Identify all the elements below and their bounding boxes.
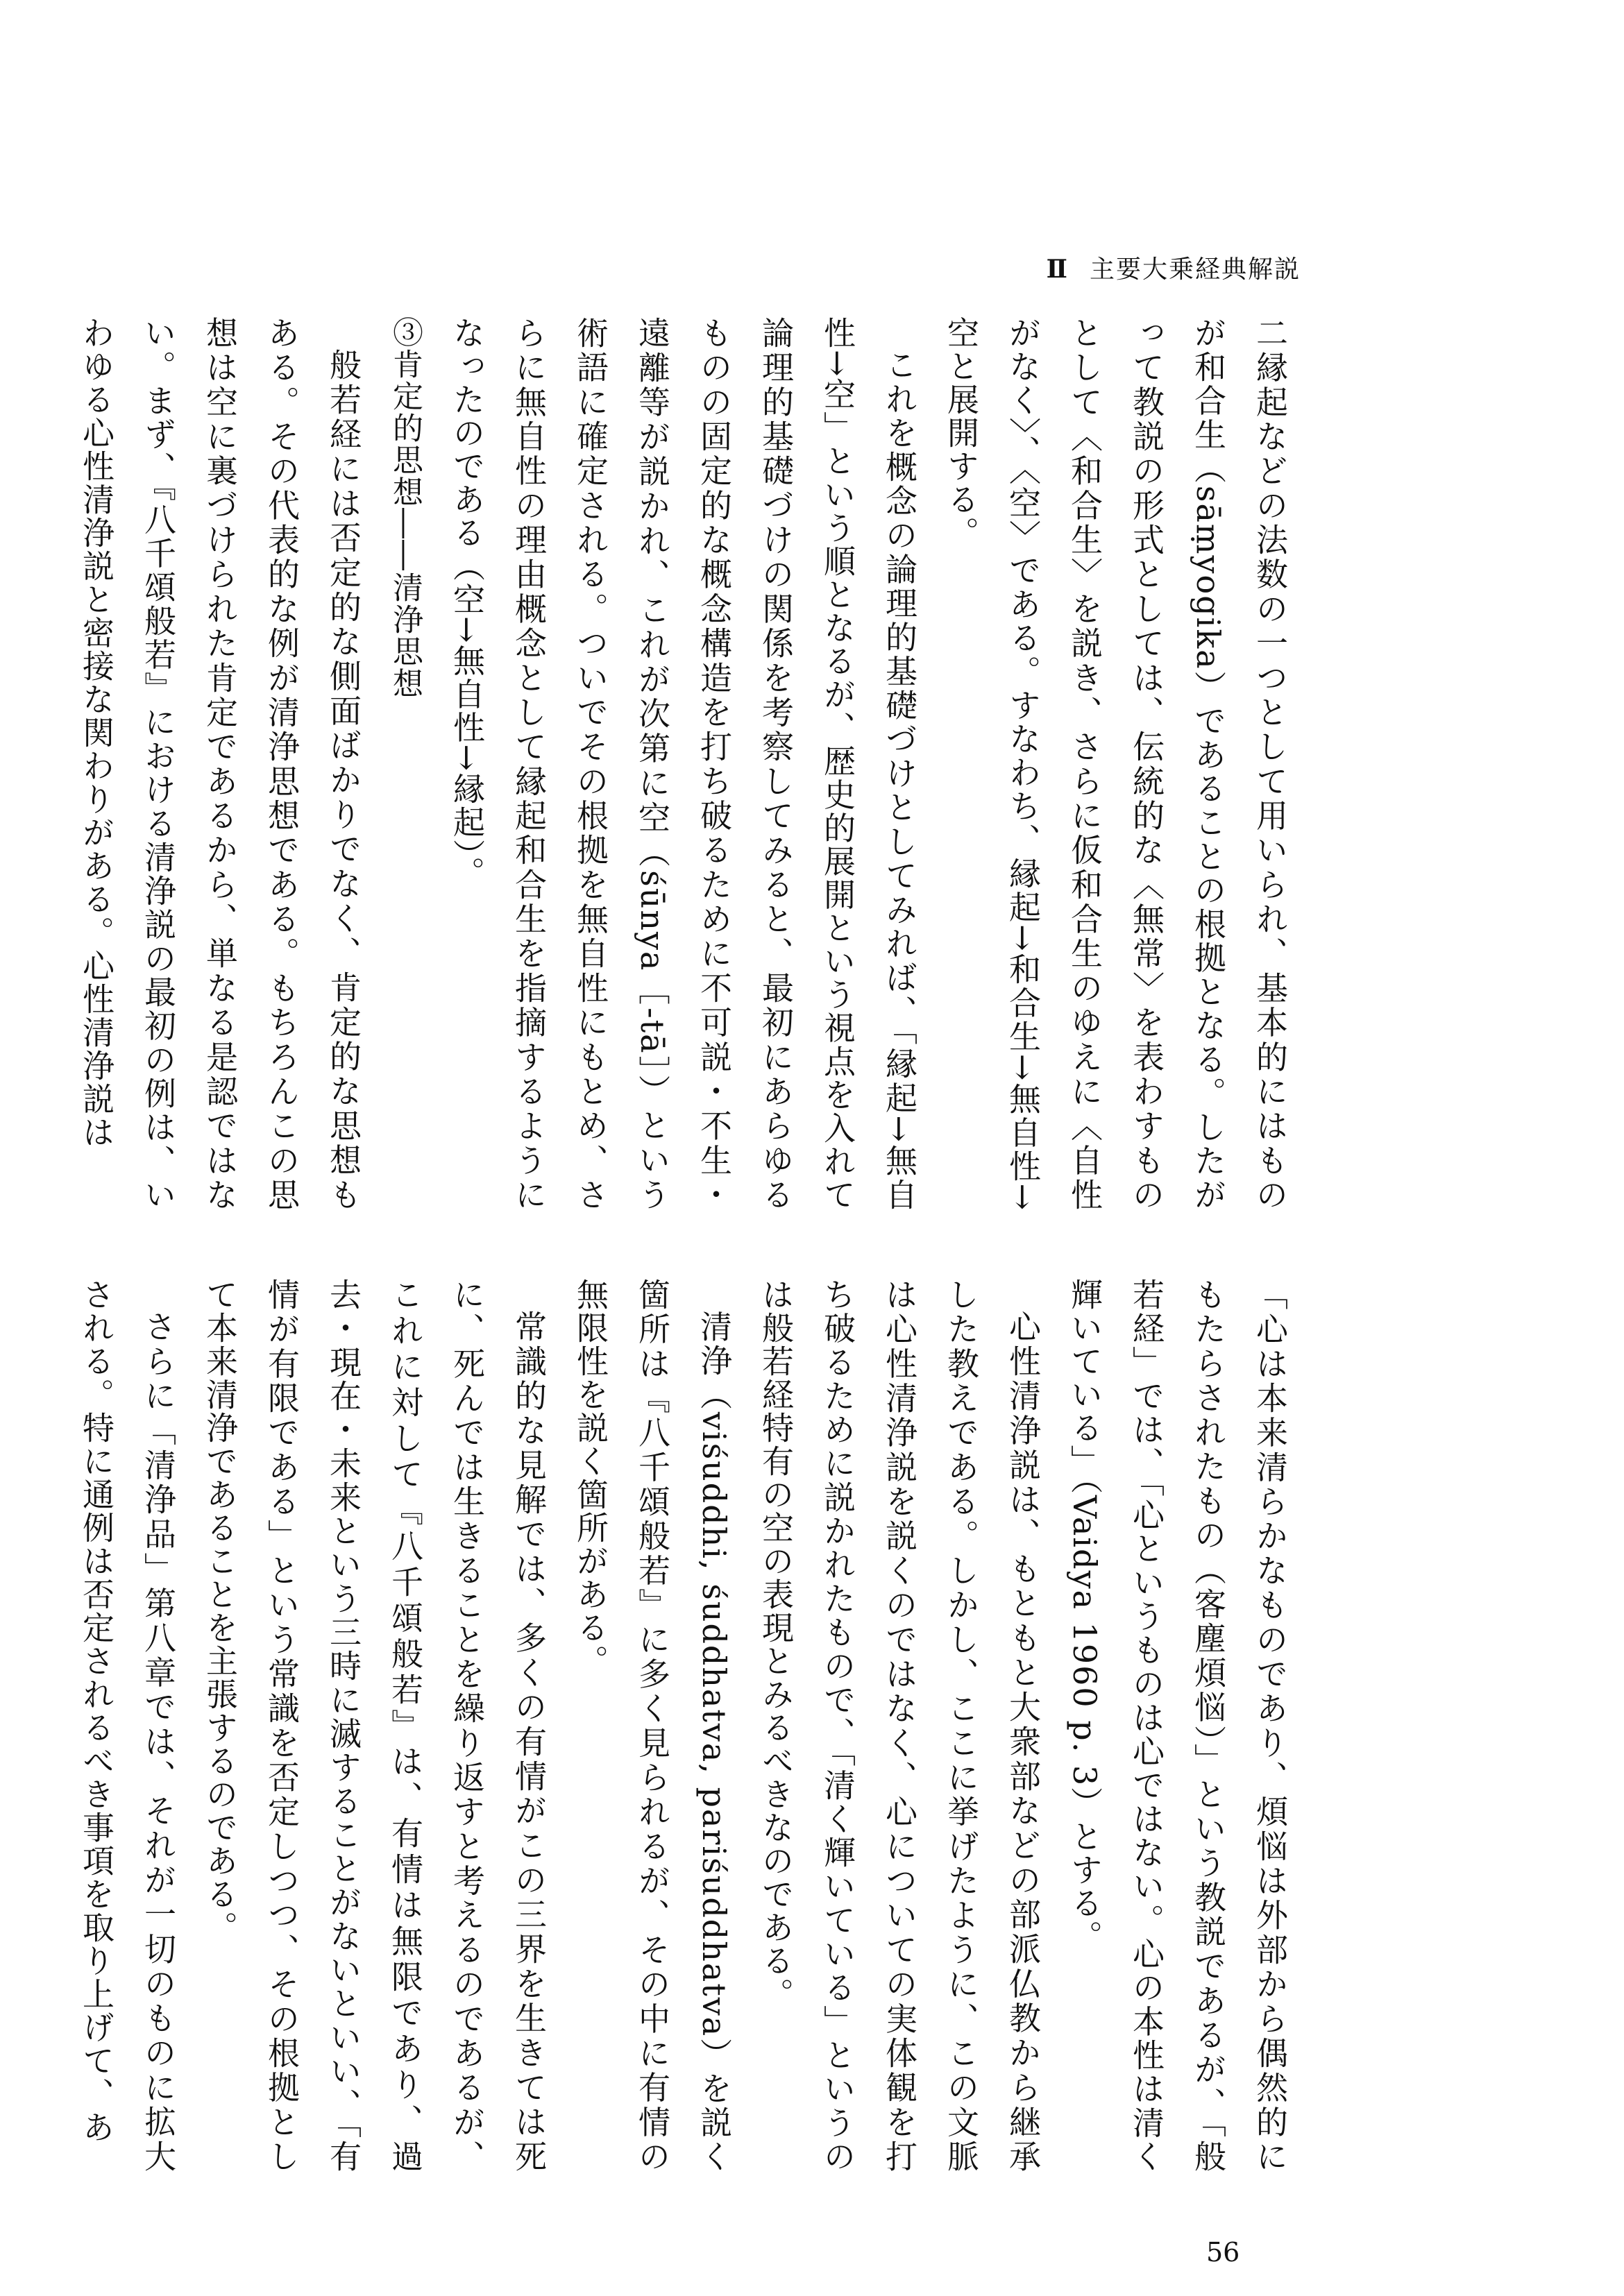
paragraph: 般若経には否定的な側面ばかりでなく、肯定的な思想もある。その代表的な例が清浄思想である。もちろんこの思想は空に裏づけられた肯定であるから、単なる是認ではない。まず、『八千頌般若』における清浄説の最初の例は、いわゆる心性清浄説と密接な関わりがある。心性清浄説は: [78, 316, 362, 1211]
paragraph: 二縁起などの法数の一つとして用いられ、基本的にはものが和合生（sāṃyogika）であることの根拠となる。したがって教説の形式としては、伝統的な〈無常〉を表わすものとして〈和合生〉を説き、さらに仮和合生のゆえに〈自性がなく〉、〈空〉である。すなわち、縁起→和合生→無自性→空と展開する。: [942, 316, 1289, 1211]
paragraph: 清浄（viśuddhi, śuddhatva, pariśuddhatva）を説く箇所は『八千頌般若』に多く見られるが、その中に有情の無限性を説く箇所がある。: [572, 1278, 733, 2173]
paragraph: さらに「清浄品」第八章では、それが一切のものに拡大される。特に通例は否定されるべき事項を取り上げて、あ: [78, 1278, 177, 2173]
paragraph: これを概念の論理的基礎づけとしてみれば、「縁起→無自性→空」という順となるが、歴史的展開という視点を入れて論理的基礎づけの関係を考察してみると、最初にあらゆるものの固定的な概念構造を打ち破るために不可説・不生・遠離等が説かれ、これが次第に空（śūnya［-tā］）という術語に確定される。ついでその根拠を無自性にもとめ、さらに無自性の理由概念として縁起和合生を指摘するようになったのである（空→無自性→縁起）。: [448, 316, 918, 1211]
upper-text-block: [78, 316, 1301, 1211]
section-heading: ③肯定的思想――清浄思想: [387, 316, 423, 699]
paragraph: 常識的な見解では、多くの有情がこの三界を生きては死に、死んでは生きることを繰り返すと考えるのであるが、これに対して『八千頌般若』は、有情は無限であり、過去・現在・未来という三時に滅することがないといい、「有情が有限である」という常識を否定しつつ、その根拠として本来清浄であることを主張するのである。: [201, 1278, 548, 2173]
lower-text-block: [78, 1278, 1301, 2174]
page-number: 56: [1206, 2237, 1240, 2268]
running-head: [1047, 250, 1301, 285]
paragraph: 「心は本来清らかなものであり、煩悩は外部から偶然的にもたらされたもの（客塵煩悩）」という教説であるが、「般若経」では、「心というものは心ではない。心の本性は清く輝いている」（Vaidya 1960 p. 3）とする。: [1066, 1278, 1289, 2173]
section-title: 主要大乗経典解説: [1089, 255, 1301, 284]
section-number: Ⅱ: [1046, 255, 1069, 284]
paragraph: 心性清浄説は、もともと大衆部などの部派仏教から継承した教えである。しかし、ここに挙げたように、この文脈は心性清浄説を説くのではなく、心についての実体観を打ち破るために説かれたもので、「清く輝いている」というのは般若経特有の空の表現とみるべきなのである。: [757, 1278, 1042, 2174]
